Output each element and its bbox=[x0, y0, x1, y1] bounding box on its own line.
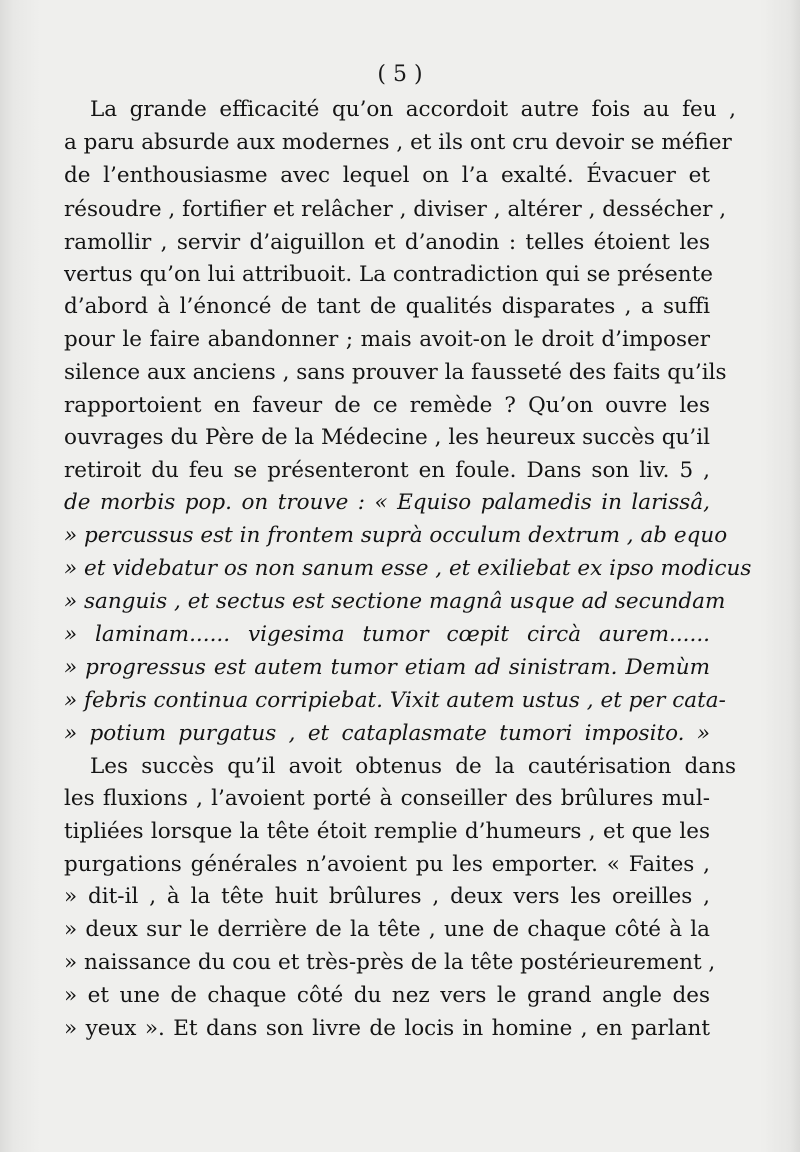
page-number: ( 5 ) bbox=[377, 62, 423, 87]
text-line: vertus qu’on lui attribuoit. La contradiction qui se présente bbox=[64, 262, 713, 287]
text-line: » potium purgatus , et cataplasmate tumori imposito. » bbox=[64, 721, 710, 746]
text-line: ramollir , servir d’aiguillon et d’anodin : telles étoient les bbox=[64, 230, 710, 255]
text-line: de morbis pop. on trouve : « Equiso palamedis in larissâ, bbox=[64, 490, 710, 515]
text-line: ouvrages du Père de la Médecine , les heureux succès qu’il bbox=[64, 425, 710, 450]
text-line: purgations générales n’avoient pu les emporter. « Faites , bbox=[64, 852, 710, 877]
text-line: tipliées lorsque la tête étoit remplie d’humeurs , et que les bbox=[64, 819, 710, 844]
text-line: a paru absurde aux modernes , et ils ont cru devoir se méfier bbox=[64, 130, 732, 155]
text-line: silence aux anciens , sans prouver la fausseté des faits qu’ils bbox=[64, 360, 727, 385]
text-line: » deux sur le derrière de la tête , une de chaque côté à la bbox=[64, 917, 710, 942]
text-line: » laminam...... vigesima tumor cœpit circà aurem...... bbox=[64, 622, 710, 647]
text-line: Les succès qu’il avoit obtenus de la cautérisation dans bbox=[90, 754, 736, 779]
text-line: » et une de chaque côté du nez vers le grand angle des bbox=[64, 983, 710, 1008]
text-line: d’abord à l’énoncé de tant de qualités disparates , a suffi bbox=[64, 294, 710, 319]
text-line: » febris continua corripiebat. Vixit autem ustus , et per cata- bbox=[64, 688, 726, 713]
text-line: les fluxions , l’avoient porté à conseiller des brûlures mul- bbox=[64, 786, 710, 811]
text-line: » dit-il , à la tête huit brûlures , deux vers les oreilles , bbox=[64, 884, 710, 909]
text-line: » et videbatur os non sanum esse , et exiliebat ex ipso modicus bbox=[64, 556, 752, 581]
text-line: » naissance du cou et très-près de la tête postérieurement , bbox=[64, 950, 716, 975]
text-line: » percussus est in frontem suprà occulum dextrum , ab equo bbox=[64, 523, 728, 548]
text-line: » yeux ». Et dans son livre de locis in homine , en parlant bbox=[64, 1016, 710, 1041]
text-line: de l’enthousiasme avec lequel on l’a exalté. Évacuer et bbox=[64, 163, 710, 188]
text-line: résoudre , fortifier et relâcher , diviser , altérer , dessécher , bbox=[64, 197, 727, 222]
text-line: retiroit du feu se présenteront en foule. Dans son liv. 5 , bbox=[64, 458, 710, 483]
text-line: pour le faire abandonner ; mais avoit-on le droit d’imposer bbox=[64, 327, 710, 352]
text-line: rapportoient en faveur de ce remède ? Qu’on ouvre les bbox=[64, 393, 710, 418]
text-line: La grande efficacité qu’on accordoit autre fois au feu , bbox=[90, 97, 736, 122]
text-line: » sanguis , et sectus est sectione magnâ usque ad secundam bbox=[64, 589, 726, 614]
text-line: » progressus est autem tumor etiam ad sinistram. Demùm bbox=[64, 655, 710, 680]
